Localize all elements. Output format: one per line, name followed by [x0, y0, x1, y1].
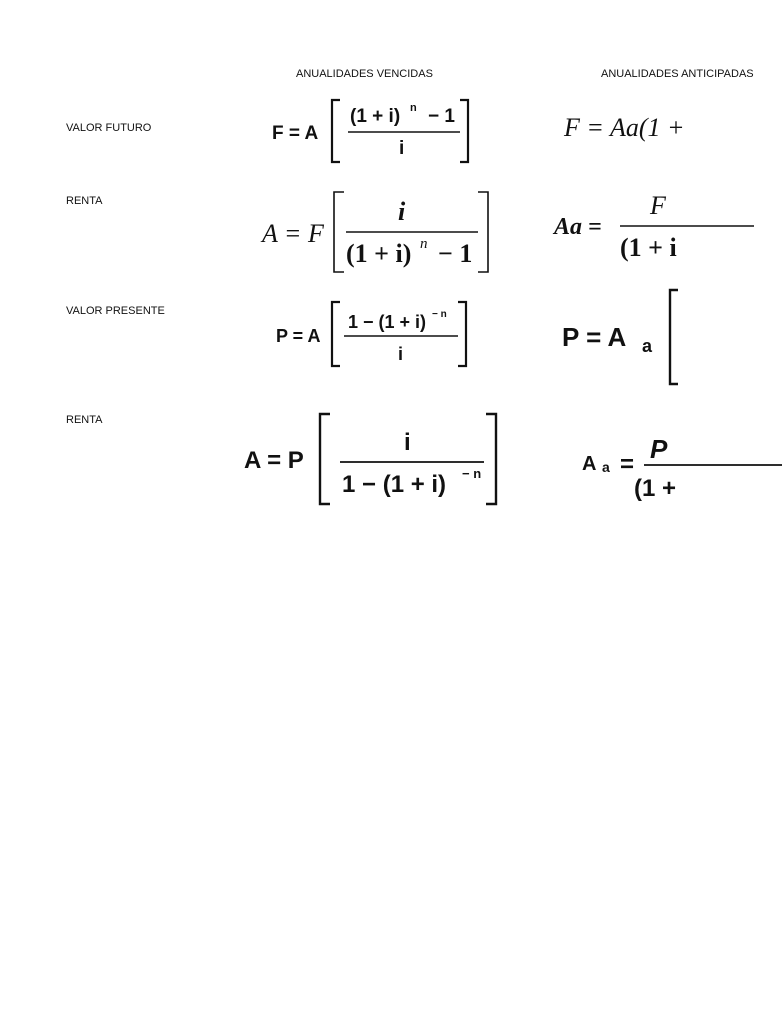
- formula-text: F = Aa(1 +: [564, 113, 685, 142]
- formula-lhs: P = A: [276, 326, 321, 346]
- formula-denominator: (1 + i: [620, 233, 677, 262]
- formula-subscript: a: [642, 336, 653, 356]
- anticipadas-formulas-clipped: [550, 86, 685, 526]
- formula-lhs: A = F: [262, 219, 324, 248]
- row-label-valor-futuro: VALOR FUTURO: [66, 122, 152, 134]
- formula-denominator: i: [398, 344, 404, 364]
- formula-exponent: n: [420, 236, 428, 252]
- formula-lhs: A: [582, 453, 597, 475]
- formula-renta-desde-f-vencida: [258, 188, 498, 278]
- formula-denominator: 1 − (1 + i): [342, 471, 447, 498]
- formula-renta-desde-f-anticipada: [554, 186, 754, 272]
- formula-valor-presente-vencida: [272, 298, 472, 372]
- header-anualidades-anticipadas: ANUALIDADES ANTICIPADAS: [601, 68, 754, 80]
- formula-lhs: Aa =: [554, 214, 602, 240]
- formula-numerator: F: [650, 191, 666, 220]
- formula-numerator: i: [398, 197, 406, 226]
- formula-exponent: − n: [432, 309, 447, 320]
- formula-lhs: A = P: [244, 447, 304, 474]
- row-label-valor-presente: VALOR PRESENTE: [66, 305, 165, 317]
- formula-denominator: i: [399, 138, 405, 159]
- formula-exponent: n: [410, 102, 417, 114]
- formula-lhs: P = A: [562, 322, 627, 352]
- formula-denominator: (1 +: [634, 475, 677, 502]
- formula-renta-desde-p-anticipada: [582, 432, 782, 512]
- formula-valor-presente-anticipada: [562, 288, 762, 388]
- formula-equals: =: [620, 451, 635, 478]
- row-label-renta-2: RENTA: [66, 414, 103, 426]
- formula-valor-futuro-anticipada: [564, 108, 764, 148]
- header-anualidades-vencidas: ANUALIDADES VENCIDAS: [296, 68, 433, 80]
- formula-numerator: i: [404, 429, 411, 456]
- formula-exponent: − n: [462, 466, 482, 481]
- formula-subscript: a: [602, 459, 610, 475]
- formula-valor-futuro-vencida: [268, 94, 478, 168]
- formula-numerator: P: [650, 434, 668, 464]
- row-label-renta-1: RENTA: [66, 195, 103, 207]
- formula-renta-desde-p-vencida: [240, 408, 502, 512]
- formula-numerator: 1 − (1 + i): [348, 312, 427, 332]
- formula-numerator-tail: − 1: [428, 106, 455, 127]
- formula-lhs: F = A: [272, 123, 319, 144]
- formula-denominator-tail: − 1: [438, 239, 473, 268]
- formula-numerator: (1 + i): [350, 106, 401, 127]
- formula-denominator: (1 + i): [346, 239, 412, 268]
